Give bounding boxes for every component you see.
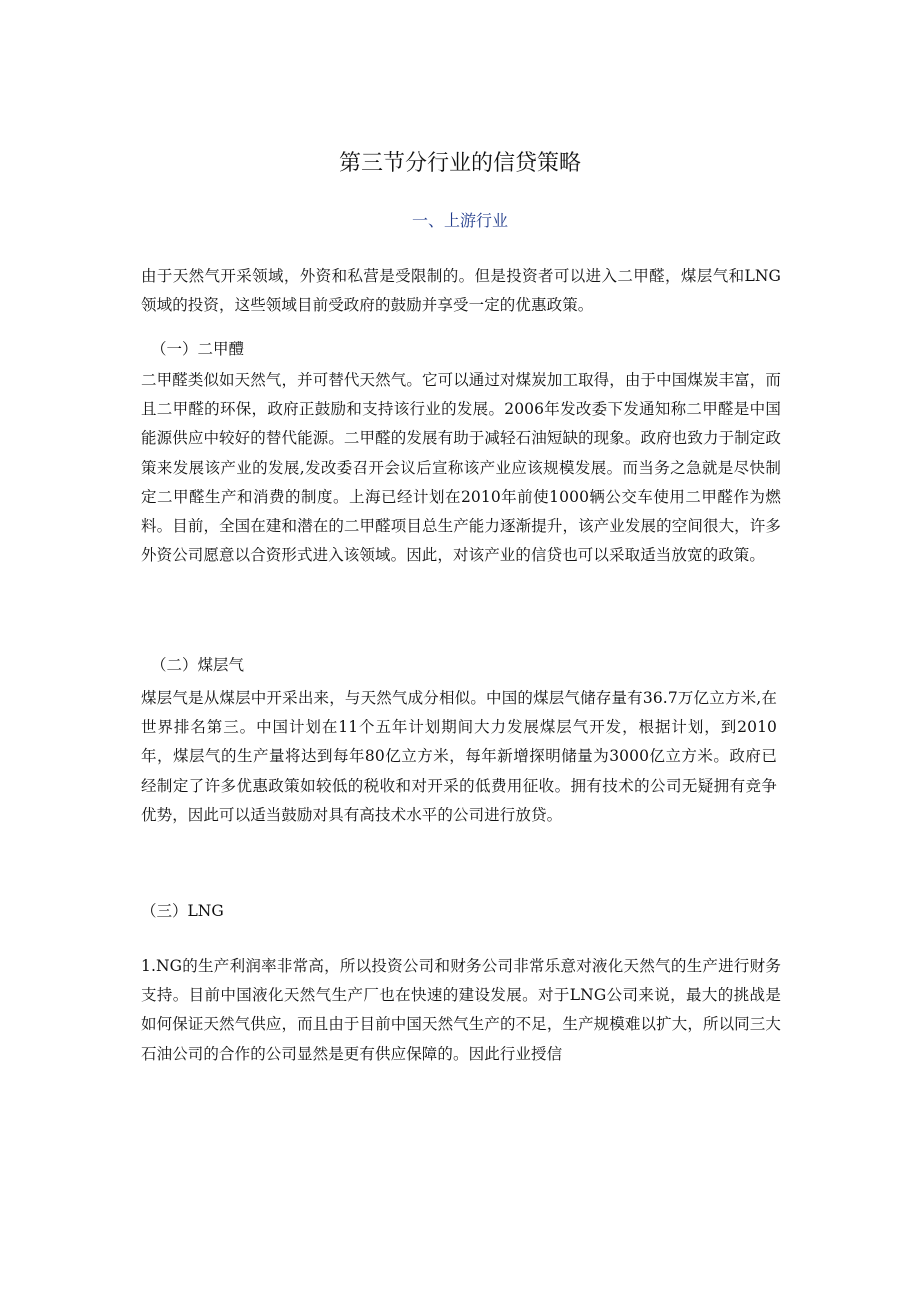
subsection-heading-lng: （三）LNG [141,902,224,920]
dme-paragraph: 二甲醛类似如天然气，并可替代天然气。它可以通过对煤炭加工取得，由于中国煤炭丰富，而且二甲醛的环保，政府正鼓励和支持该行业的发展。2006年发改委下发通知称二甲醛是中国能源供应中较好的替代能源。二甲醛的发展有助于减轻石油短缺的现象。政府也致力于制定政策来发展该产业的发展,发改委召开会议后宣称该产业应该规模发展。而当务之急就是尽快制定二甲醛生产和消费的制度。上海已经计划在2010年前使1000辆公交车使用二甲醛作为燃料。目前，全国在建和潜在的二甲醛项目总生产能力逐渐提升，该产业发展的空间很大，许多外资公司愿意以合资形式进入该领域。因此，对该产业的信贷也可以采取适当放宽的政策。 [141,371,781,565]
section-heading-text: 一、上游行业 [411,211,508,230]
cbm-paragraph: 煤层气是从煤层中开采出来，与天然气成分相似。中国的煤层气储存量有36.7万亿立方米,在世界排名第三。中国计划在11个五年计划期间大力发展煤层气开发，根据计划，到2010年，煤层气的生产量将达到每年80亿立方米，每年新增探明储量为3000亿立方米。政府已经制定了许多优惠政策如较低的税收和对开采的低费用征收。拥有技术的公司无疑拥有竞争优势，因此可以适当鼓励对具有高技术水平的公司进行放贷。 [141,689,777,824]
page-title: 第三节分行业的信贷策略 [338,151,581,176]
lng-paragraph: 1.NG的生产利润率非常高，所以投资公司和财务公司非常乐意对液化天然气的生产进行财务支持。目前中国液化天然气生产厂也在快速的建设发展。对于LNG公司来说，最大的挑战是如何保证天然气供应，而且由于目前中国天然气生产的不足，生产规模难以扩大，所以同三大石油公司的合作的公司显然是更有供应保障的。因此行业授信 [141,957,781,1063]
subsection-heading-dme: （一）二甲醴 [151,340,245,358]
subsection-heading-cbm: （二）煤层气 [151,656,245,674]
intro-paragraph: 由于天然气开采领域，外资和私营是受限制的。但是投资者可以进入二甲醛，煤层气和LNG领域的投资，这些领域目前受政府的鼓励并享受一定的优惠政策。 [141,267,781,315]
section-heading [0,208,920,234]
